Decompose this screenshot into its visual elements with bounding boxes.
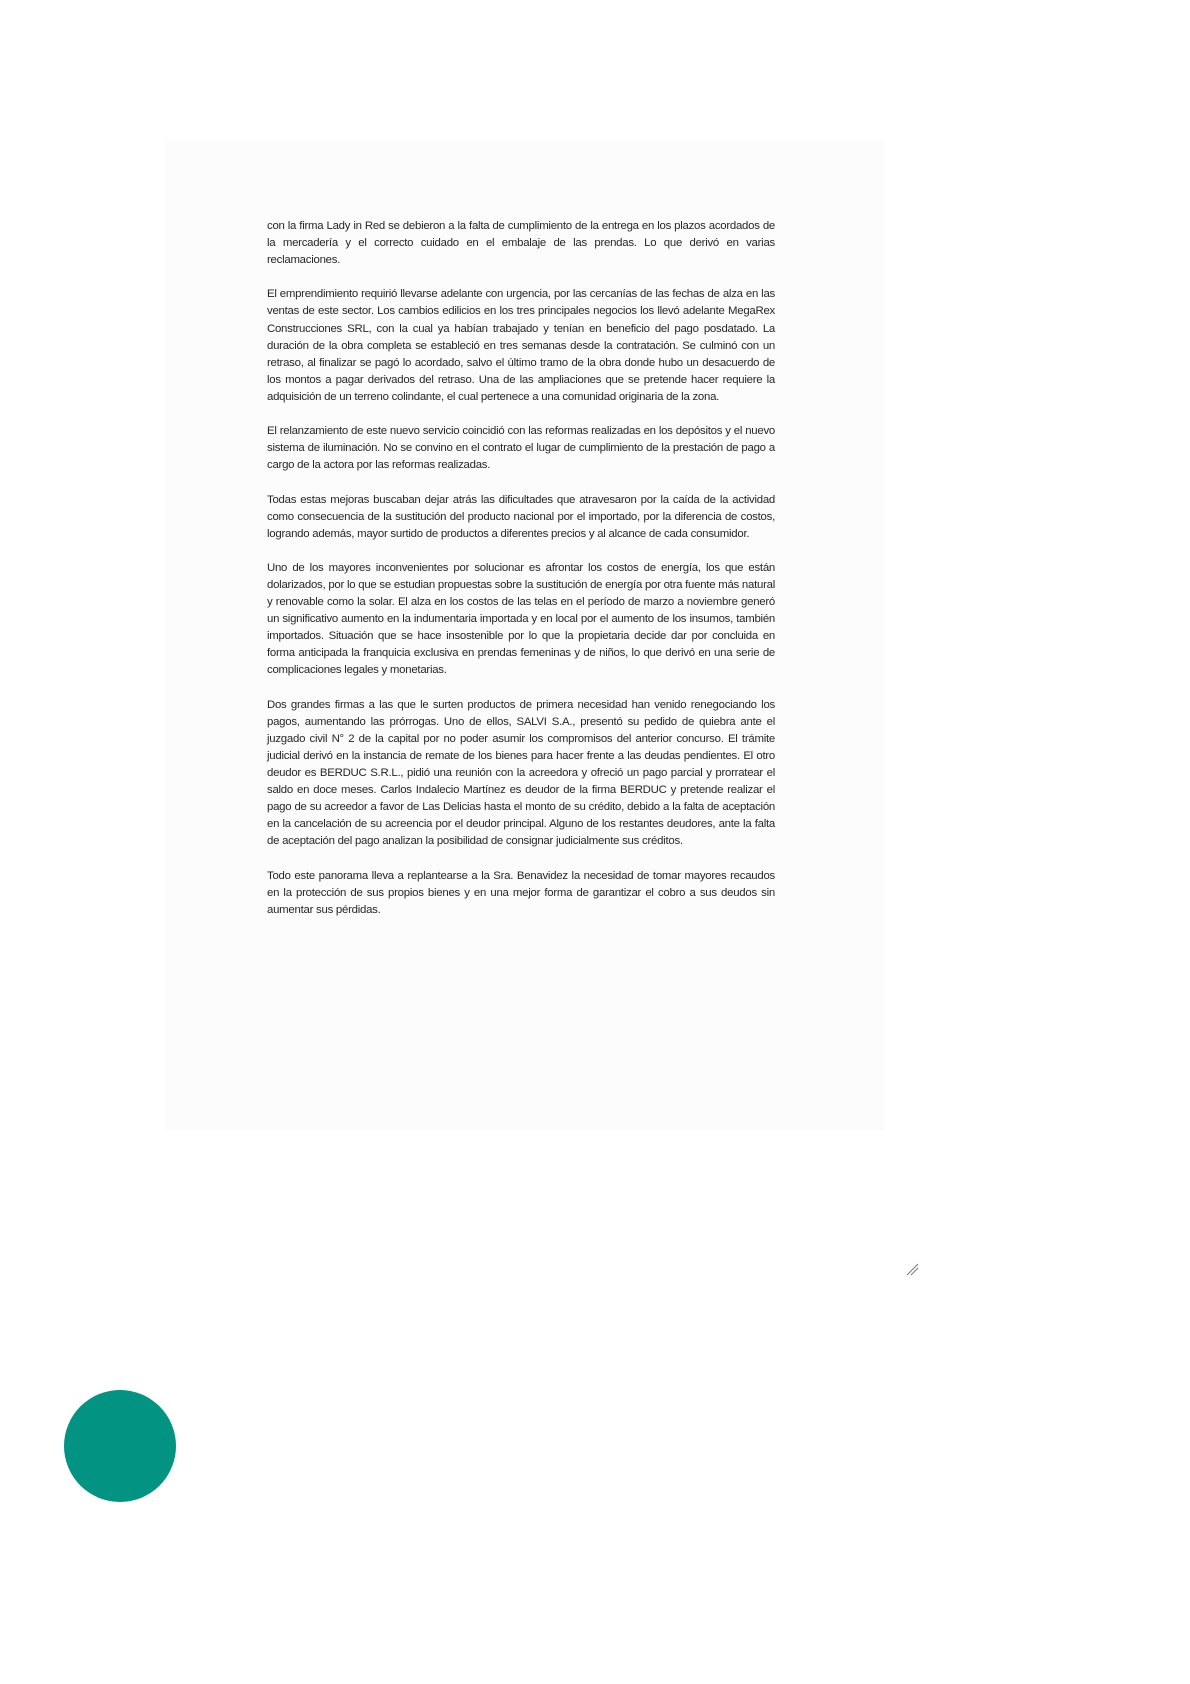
paragraph-2: El emprendimiento requirió llevarse adelante con urgencia, por las cercanías de las fechas de alza en las ventas de este sector. Los cambios edilicios en los tres principales negocios los llevó adelante MegaRex Construcciones SRL, con la cual ya habían trabajado y tenían en beneficio del pago posdatado. La duración de la obra completa se estableció en tres semanas desde la contratación. Se culminó con un retraso, al finalizar se pagó lo acordado, salvo el último tramo de la obra donde hubo un desacuerdo de los montos a pagar derivados del retraso. Una de las ampliaciones que se pretende hacer requiere la adquisición de un terreno colindante, el cual pertenece a una comunidad originaria de la zona. [267,288,775,403]
paragraph-6: Dos grandes firmas a las que le surten productos de primera necesidad han venido renegociando los pagos, aumentando las prórrogas. Uno de ellos, SALVI S.A., presentó su pedido de quiebra ante el juzgado civil N° 2 de la capital por no poder asumir los compromisos del anterior concurso. El trámite judicial derivó en la instancia de remate de los bienes para hacer frente a las deudas pendientes. El otro deudor es BERDUC S.R.L., pidió una reunión con la acreedora y ofreció un pago parcial y prorratear el saldo en doce meses. Carlos Indalecio Martínez es deudor de la firma BERDUC y pretende realizar el pago de su acreedor a favor de Las Delicias hasta el monto de su crédito, debido a la falta de aceptación en la cancelación de su acreencia por el deudor principal. Alguno de los restantes deudores, ante la falta de aceptación del pago analizan la posibilidad de consignar judicialmente sus créditos. [267,698,775,848]
paragraph-7: Todo este panorama lleva a replantearse a la Sra. Benavidez la necesidad de tomar mayores recaudos en la protección de sus propios bienes y en una mejor forma de garantizar el cobro a sus deudos sin aumentar sus pérdidas. [267,869,775,916]
floating-action-button[interactable] [64,1390,176,1502]
paragraph-5: Uno de los mayores inconvenientes por solucionar es afrontar los costos de energía, los que están dolarizados, por lo que se estudian propuestas sobre la sustitución de energía por otra fuente más natural y renovable como la solar. El alza en los costos de las telas en el período de marzo a noviembre generó un significativo aumento en la indumentaria importada y en local por el aumento de los insumos, también importados. Situación que se hace insostenible por lo que la propietaria decide dar por concluida en forma anticipada la franquicia exclusiva en prendas femeninas y de niños, lo que derivó en una serie de complicaciones legales y monetarias. [267,561,775,677]
resize-grip-icon[interactable] [905,1262,919,1276]
document-text [267,218,775,936]
paragraph-4: Todas estas mejoras buscaban dejar atrás las dificultades que atravesaron por la caída de la actividad como consecuencia de la sustitución del producto nacional por el importado, por la diferencia de costos, logrando además, mayor surtido de productos a diferentes precios y al alcance de cada consumidor. [267,493,775,540]
paragraph-1: con la firma Lady in Red se debieron a la falta de cumplimiento de la entrega en los plazos acordados de la mercadería y el correcto cuidado en el embalaje de las prendas. Lo que derivó en varias reclamaciones. [267,220,775,267]
paragraph-3: El relanzamiento de este nuevo servicio coincidió con las reformas realizadas en los depósitos y el nuevo sistema de iluminación. No se convino en el contrato el lugar de cumplimiento de la prestación de pago a cargo de la actora por las reformas realizadas. [267,425,775,472]
